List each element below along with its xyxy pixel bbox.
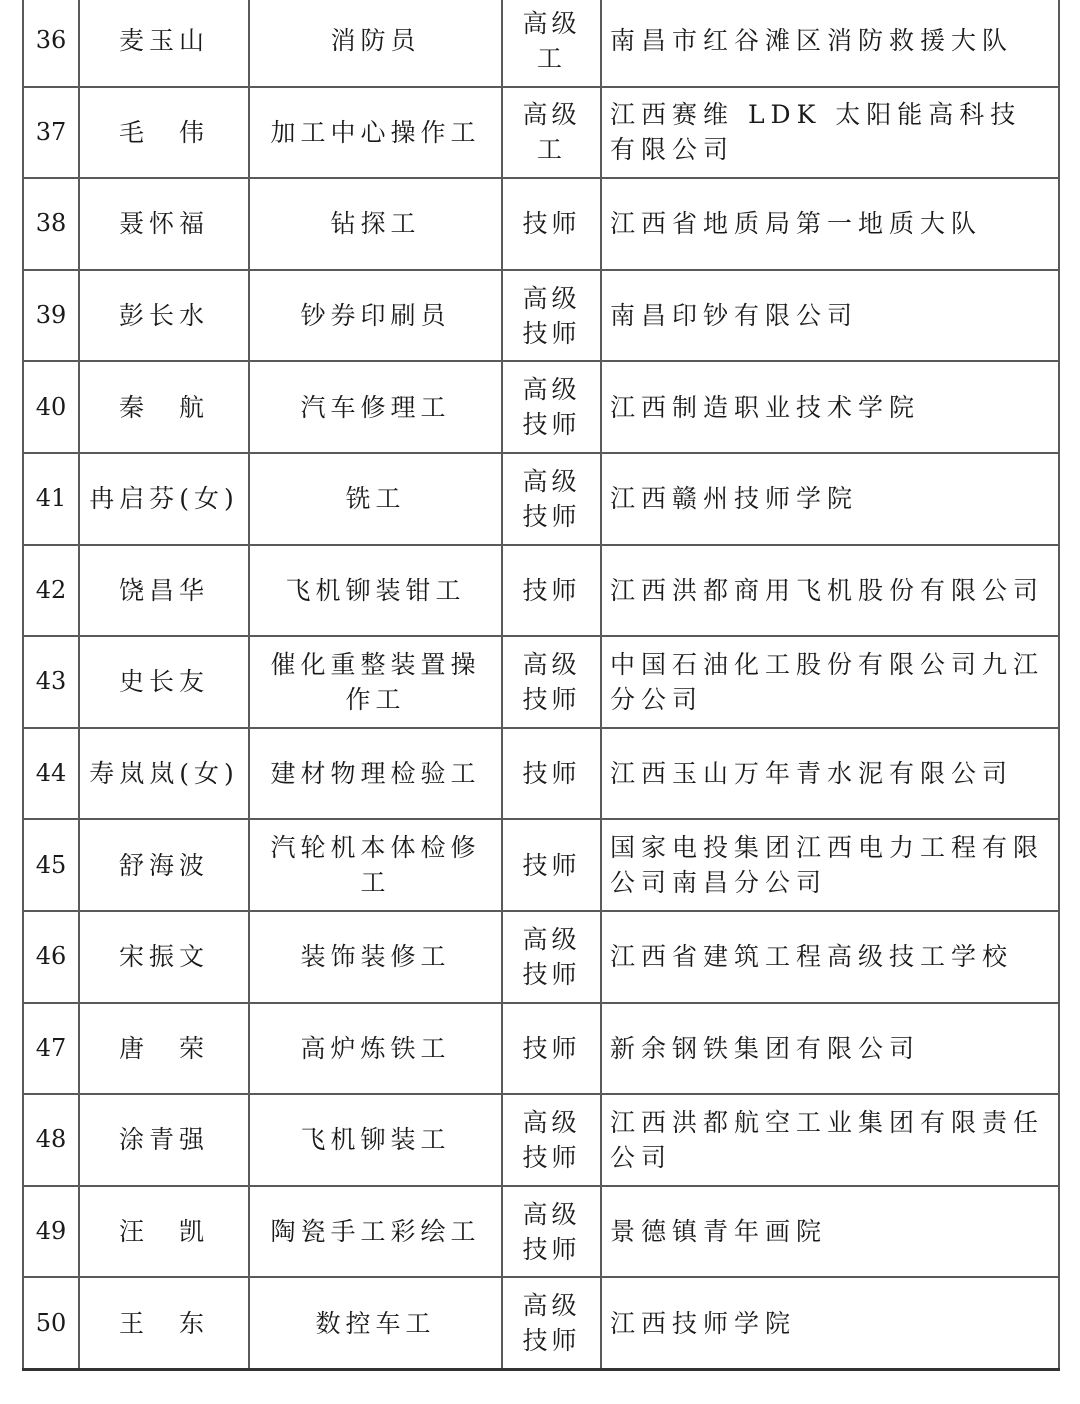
row-number: 46 bbox=[23, 911, 79, 1003]
person-name: 冉启芬(女) bbox=[79, 453, 249, 545]
table-row bbox=[23, 545, 1059, 637]
skill-level: 高级技师 bbox=[502, 1277, 601, 1369]
row-number: 41 bbox=[23, 453, 79, 545]
skill-level: 高级技师 bbox=[502, 270, 601, 362]
work-unit: 国家电投集团江西电力工程有限公司南昌分公司 bbox=[601, 819, 1059, 911]
work-unit: 江西玉山万年青水泥有限公司 bbox=[601, 728, 1059, 820]
table-row bbox=[23, 270, 1059, 362]
table-row bbox=[23, 819, 1059, 911]
person-name: 聂怀福 bbox=[79, 178, 249, 270]
roster-body bbox=[23, 0, 1059, 1369]
skill-level: 高级技师 bbox=[502, 1094, 601, 1186]
table-row bbox=[23, 1094, 1059, 1186]
occupation: 数控车工 bbox=[249, 1277, 502, 1369]
work-unit: 南昌印钞有限公司 bbox=[601, 270, 1059, 362]
person-name: 彭长水 bbox=[79, 270, 249, 362]
occupation: 汽车修理工 bbox=[249, 361, 502, 453]
work-unit: 江西赣州技师学院 bbox=[601, 453, 1059, 545]
skill-level: 技师 bbox=[502, 728, 601, 820]
row-number: 47 bbox=[23, 1003, 79, 1095]
occupation: 钻探工 bbox=[249, 178, 502, 270]
table-row bbox=[23, 911, 1059, 1003]
occupation: 钞券印刷员 bbox=[249, 270, 502, 362]
table-row bbox=[23, 1186, 1059, 1278]
occupation: 飞机铆装钳工 bbox=[249, 545, 502, 637]
work-unit: 新余钢铁集团有限公司 bbox=[601, 1003, 1059, 1095]
row-number: 40 bbox=[23, 361, 79, 453]
work-unit: 南昌市红谷滩区消防救援大队 bbox=[601, 0, 1059, 87]
person-name: 饶昌华 bbox=[79, 545, 249, 637]
work-unit: 江西制造职业技术学院 bbox=[601, 361, 1059, 453]
row-number: 42 bbox=[23, 545, 79, 637]
occupation: 加工中心操作工 bbox=[249, 87, 502, 179]
person-name: 寿岚岚(女) bbox=[79, 728, 249, 820]
occupation: 装饰装修工 bbox=[249, 911, 502, 1003]
skill-level: 高级技师 bbox=[502, 911, 601, 1003]
person-name: 舒海波 bbox=[79, 819, 249, 911]
person-name: 史长友 bbox=[79, 636, 249, 728]
row-number: 37 bbox=[23, 87, 79, 179]
skill-level: 高级技师 bbox=[502, 453, 601, 545]
occupation: 催化重整装置操作工 bbox=[249, 636, 502, 728]
skill-level: 高级工 bbox=[502, 0, 601, 87]
table-row bbox=[23, 453, 1059, 545]
table-row bbox=[23, 728, 1059, 820]
work-unit: 中国石油化工股份有限公司九江分公司 bbox=[601, 636, 1059, 728]
skill-level: 技师 bbox=[502, 178, 601, 270]
work-unit: 江西洪都航空工业集团有限责任公司 bbox=[601, 1094, 1059, 1186]
row-number: 36 bbox=[23, 0, 79, 87]
row-number: 45 bbox=[23, 819, 79, 911]
occupation: 铣工 bbox=[249, 453, 502, 545]
occupation: 飞机铆装工 bbox=[249, 1094, 502, 1186]
work-unit: 景德镇青年画院 bbox=[601, 1186, 1059, 1278]
person-name: 王 东 bbox=[79, 1277, 249, 1369]
occupation: 陶瓷手工彩绘工 bbox=[249, 1186, 502, 1278]
skill-level: 技师 bbox=[502, 1003, 601, 1095]
occupation: 汽轮机本体检修工 bbox=[249, 819, 502, 911]
occupation: 高炉炼铁工 bbox=[249, 1003, 502, 1095]
person-name: 秦 航 bbox=[79, 361, 249, 453]
skill-level: 高级技师 bbox=[502, 636, 601, 728]
occupation: 建材物理检验工 bbox=[249, 728, 502, 820]
skill-level: 高级技师 bbox=[502, 361, 601, 453]
work-unit: 江西洪都商用飞机股份有限公司 bbox=[601, 545, 1059, 637]
table-row bbox=[23, 178, 1059, 270]
table-row bbox=[23, 1003, 1059, 1095]
row-number: 49 bbox=[23, 1186, 79, 1278]
work-unit: 江西赛维 LDK 太阳能高科技有限公司 bbox=[601, 87, 1059, 179]
person-name: 毛 伟 bbox=[79, 87, 249, 179]
work-unit: 江西省建筑工程高级技工学校 bbox=[601, 911, 1059, 1003]
work-unit: 江西省地质局第一地质大队 bbox=[601, 178, 1059, 270]
skill-level: 技师 bbox=[502, 819, 601, 911]
row-number: 50 bbox=[23, 1277, 79, 1369]
skill-level: 技师 bbox=[502, 545, 601, 637]
row-number: 38 bbox=[23, 178, 79, 270]
table-row bbox=[23, 361, 1059, 453]
person-name: 涂青强 bbox=[79, 1094, 249, 1186]
table-row bbox=[23, 0, 1059, 87]
person-name: 唐 荣 bbox=[79, 1003, 249, 1095]
person-name: 汪 凯 bbox=[79, 1186, 249, 1278]
table-row bbox=[23, 636, 1059, 728]
person-name: 麦玉山 bbox=[79, 0, 249, 87]
row-number: 39 bbox=[23, 270, 79, 362]
occupation: 消防员 bbox=[249, 0, 502, 87]
row-number: 43 bbox=[23, 636, 79, 728]
table-row bbox=[23, 87, 1059, 179]
row-number: 44 bbox=[23, 728, 79, 820]
roster-table bbox=[22, 0, 1060, 1371]
work-unit: 江西技师学院 bbox=[601, 1277, 1059, 1369]
table-row bbox=[23, 1277, 1059, 1369]
person-name: 宋振文 bbox=[79, 911, 249, 1003]
skill-level: 高级工 bbox=[502, 87, 601, 179]
skill-level: 高级技师 bbox=[502, 1186, 601, 1278]
row-number: 48 bbox=[23, 1094, 79, 1186]
